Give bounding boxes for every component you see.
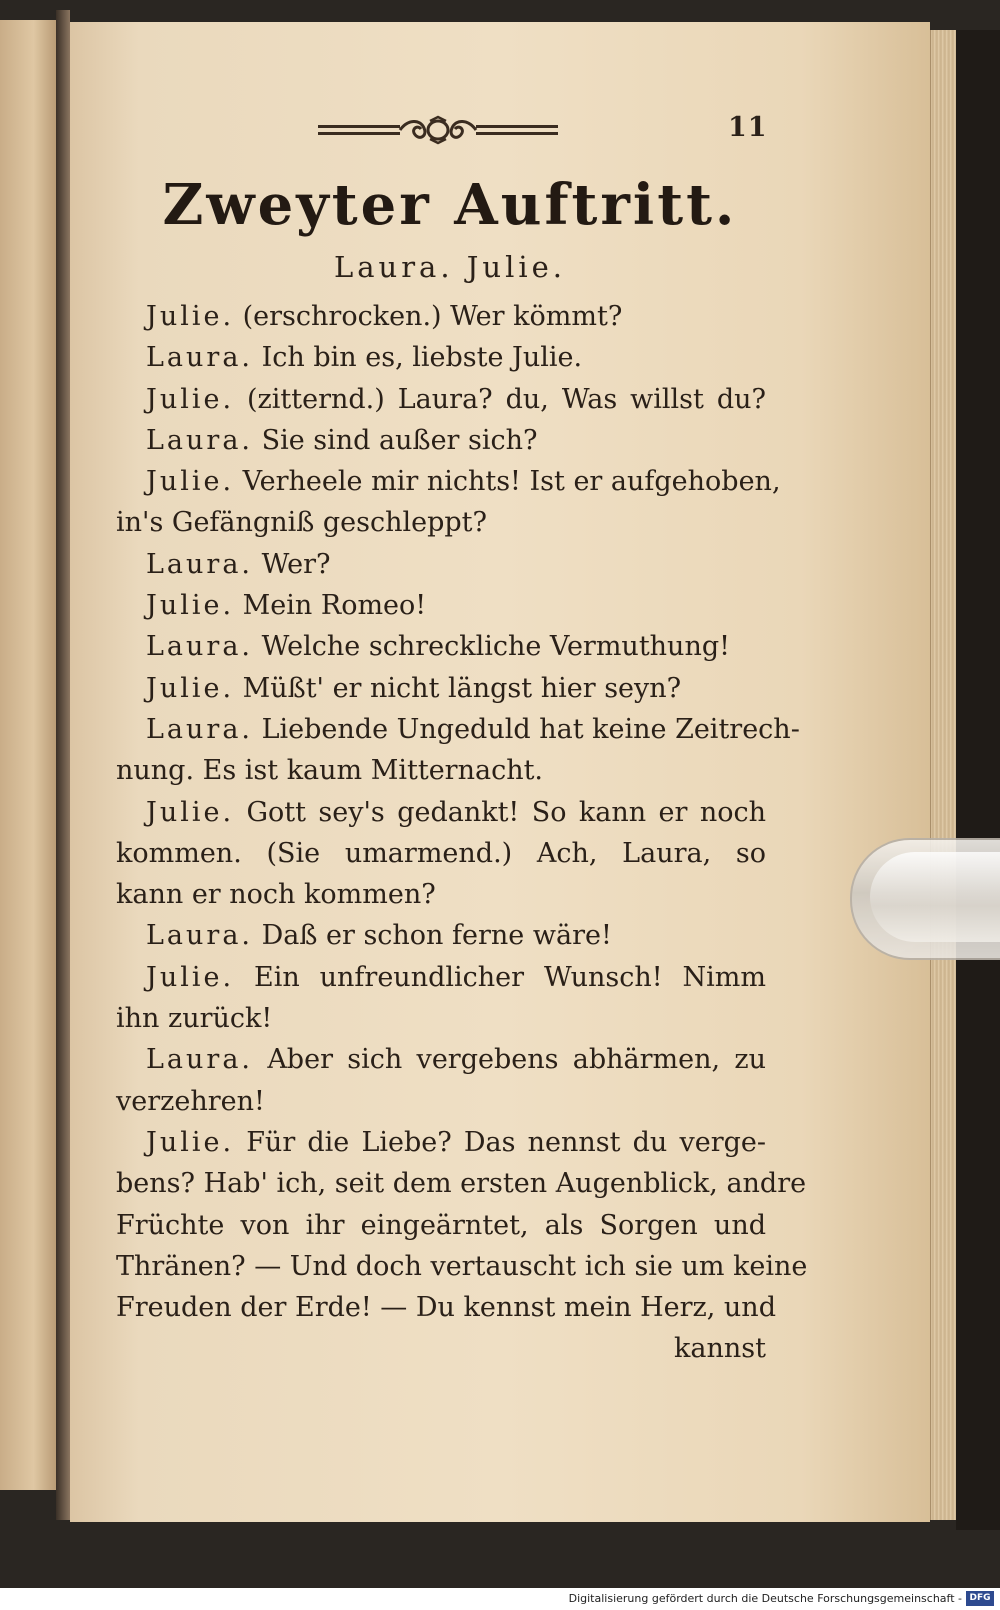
line-text: Thränen? — Und doch vertauscht ich sie um keine (116, 1250, 808, 1282)
dialogue-line (116, 833, 766, 874)
speaker-name: Julie. (146, 961, 235, 993)
page-fore-edge (930, 30, 957, 1520)
dialogue-line (116, 1122, 766, 1163)
speaker-name: Julie. (146, 1126, 235, 1158)
dialogue-line (116, 1039, 766, 1080)
dialogue-line (116, 792, 766, 833)
dialogue-line (116, 461, 781, 502)
left-page-edge (0, 20, 58, 1490)
line-text: Daß er schon ferne wäre! (261, 920, 612, 952)
dialogue-line (116, 750, 766, 791)
line-text: Früchte von ihr eingeärntet, als Sorgen und (116, 1209, 766, 1241)
dialogue-line (116, 544, 766, 585)
dialogue-line (116, 379, 766, 420)
line-text: Ein unfreundlicher Wunsch! Nimm (253, 961, 766, 993)
speaker-name: Laura. (146, 1044, 254, 1076)
line-text: Für die Liebe? Das nennst du verge- (246, 1126, 766, 1158)
speaker-name: Laura. (146, 342, 254, 374)
line-text: Verheele mir nichts! Ist er aufgehoben, (242, 466, 781, 498)
dialogue-line (116, 915, 766, 956)
speaker-name: Julie. (146, 301, 235, 332)
line-text: in's Gefängniß geschleppt? (116, 507, 487, 539)
line-text: Müßt' er nicht längst hier seyn? (242, 672, 682, 704)
dialogue-line (116, 1246, 808, 1287)
dialogue-line (116, 874, 766, 915)
dialogue-line (116, 1163, 807, 1204)
line-text: (zitternd.) Laura? du, Was willst du? (247, 383, 766, 415)
dialogue-line (116, 668, 766, 709)
dialogue-line (116, 1287, 776, 1328)
page-clip-highlight (870, 852, 1000, 942)
line-text: Wer? (261, 548, 331, 580)
dialogue-line (116, 337, 766, 378)
speaker-name: Julie. (146, 590, 235, 622)
speaker-name: Laura. (146, 713, 254, 745)
dialogue-line (116, 709, 800, 750)
line-text: Freuden der Erde! — Du kennst mein Herz, und (116, 1292, 776, 1324)
line-text: verzehren! (116, 1085, 265, 1117)
speaker-name: Laura. (146, 548, 254, 580)
line-text: ihn zurück! (116, 1003, 273, 1035)
dialogue-line (116, 585, 766, 626)
speaker-name: Laura. (146, 631, 254, 663)
cast-list: Laura. Julie. (333, 250, 567, 284)
line-text: nung. Es ist kaum Mitternacht. (116, 755, 544, 787)
speaker-name: Julie. (146, 672, 235, 704)
dfg-logo: DFG (966, 1591, 994, 1606)
speaker-name: Laura. (146, 424, 254, 456)
book-gutter (56, 10, 70, 1520)
digitization-footer (0, 1588, 1000, 1610)
speaker-name: Julie. (146, 383, 235, 415)
dialogue-line (116, 296, 766, 337)
dialogue-line (116, 420, 766, 461)
line-text: Welche schreckliche Vermuthung! (261, 631, 730, 663)
footer-credit: Digitalisierung gefördert durch die Deutsche Forschungsgemeinschaft - (568, 1592, 962, 1605)
dialogue-line (116, 957, 766, 998)
line-text: Aber sich vergebens abhärmen, zu (267, 1044, 766, 1076)
speaker-name: Julie. (146, 466, 235, 498)
page-number: 11 (728, 112, 768, 143)
dialogue-text (116, 296, 808, 1370)
dialogue-line (116, 626, 766, 667)
line-text: bens? Hab' ich, seit dem ersten Augenblick, andre (116, 1168, 807, 1200)
line-text: Mein Romeo! (242, 590, 427, 622)
dialogue-line (116, 1205, 766, 1246)
line-text: (erschrocken.) Wer kömmt? (242, 301, 623, 332)
dialogue-line (116, 998, 766, 1039)
page-shadow (956, 30, 1000, 1530)
line-text: Sie sind außer sich? (261, 424, 538, 456)
dialogue-line (116, 1081, 766, 1122)
line-text: Gott sey's gedankt! So kann er noch (246, 796, 766, 828)
line-text: Liebende Ungeduld hat keine Zeitrech- (261, 713, 800, 745)
scene-heading: Zweyter Auftritt. (162, 172, 738, 238)
line-text: kann er noch kommen? (116, 879, 436, 911)
line-text: kommen. (Sie umarmend.) Ach, Laura, so (116, 837, 766, 869)
speaker-name: Julie. (146, 796, 235, 828)
catchword: kannst (674, 1333, 766, 1365)
speaker-name: Laura. (146, 920, 254, 952)
dialogue-line (116, 502, 766, 543)
header-ornament (318, 115, 558, 145)
line-text: Ich bin es, liebste Julie. (261, 342, 583, 374)
